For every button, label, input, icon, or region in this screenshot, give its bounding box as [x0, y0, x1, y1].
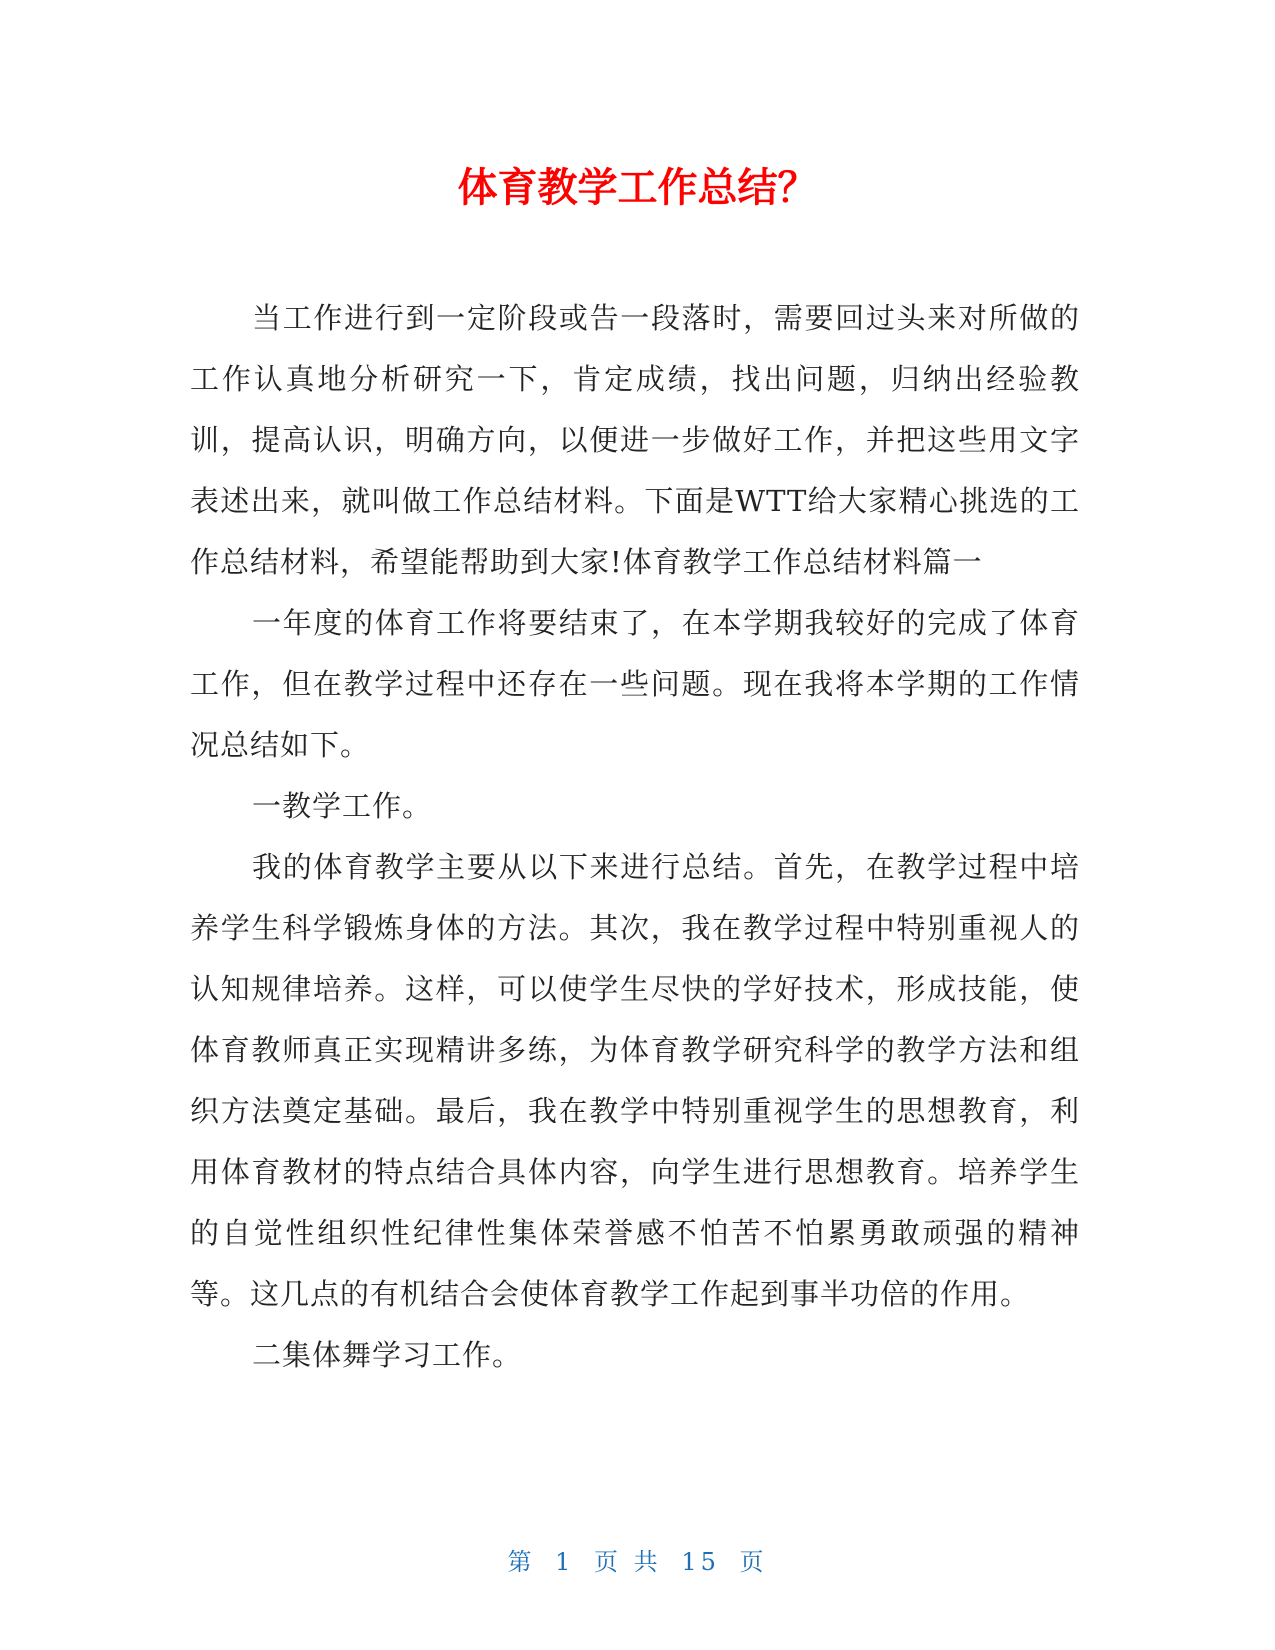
document-title: 体育教学工作总结？ [457, 165, 818, 211]
footer-total-pages: 15 [681, 1548, 720, 1576]
page-footer [0, 1542, 1275, 1577]
footer-current-page: 1 [555, 1548, 575, 1576]
paragraph-intro: 当工作进行到一定阶段或告一段落时，需要回过头来对所做的工作认真地分析研究一下，肯定成绩，找出问题，归纳出经验教训，提高认识，明确方向，以便进一步做好工作，并把这些用文字表述出来，就叫做工作总结材料。下面是WTT给大家精心挑选的工作总结材料，希望能帮助到大家!体育教学工作总结材料篇一 [190, 301, 1080, 579]
paragraph-teaching-details: 我的体育教学主要从以下来进行总结。首先，在教学过程中培养学生科学锻炼身体的方法。其次，我在教学过程中特别重视人的认知规律培养。这样，可以使学生尽快的学好技术，形成技能，使体育教师真正实现精讲多练，为体育教学研究科学的教学方法和组织方法奠定基础。最后，我在教学中特别重视学生的思想教育，利用体育教材的特点结合具体内容，向学生进行思想教育。培养学生的自觉性组织性纪律性集体荣誉感不怕苦不怕累勇敢顽强的精神等。这几点的有机结合会使体育教学工作起到事半功倍的作用。 [190, 850, 1080, 1311]
footer-prefix: 第 [507, 1548, 536, 1576]
section-heading-teaching: 一教学工作。 [252, 789, 433, 823]
section-heading-group-dance: 二集体舞学习工作。 [252, 1338, 523, 1372]
paragraph-year-summary: 一年度的体育工作将要结束了，在本学期我较好的完成了体育工作，但在教学过程中还存在一些问题。现在我将本学期的工作情况总结如下。 [190, 606, 1080, 762]
footer-suffix: 页 [739, 1548, 768, 1576]
document-body [190, 288, 1080, 1386]
footer-middle: 页 共 [594, 1548, 662, 1576]
